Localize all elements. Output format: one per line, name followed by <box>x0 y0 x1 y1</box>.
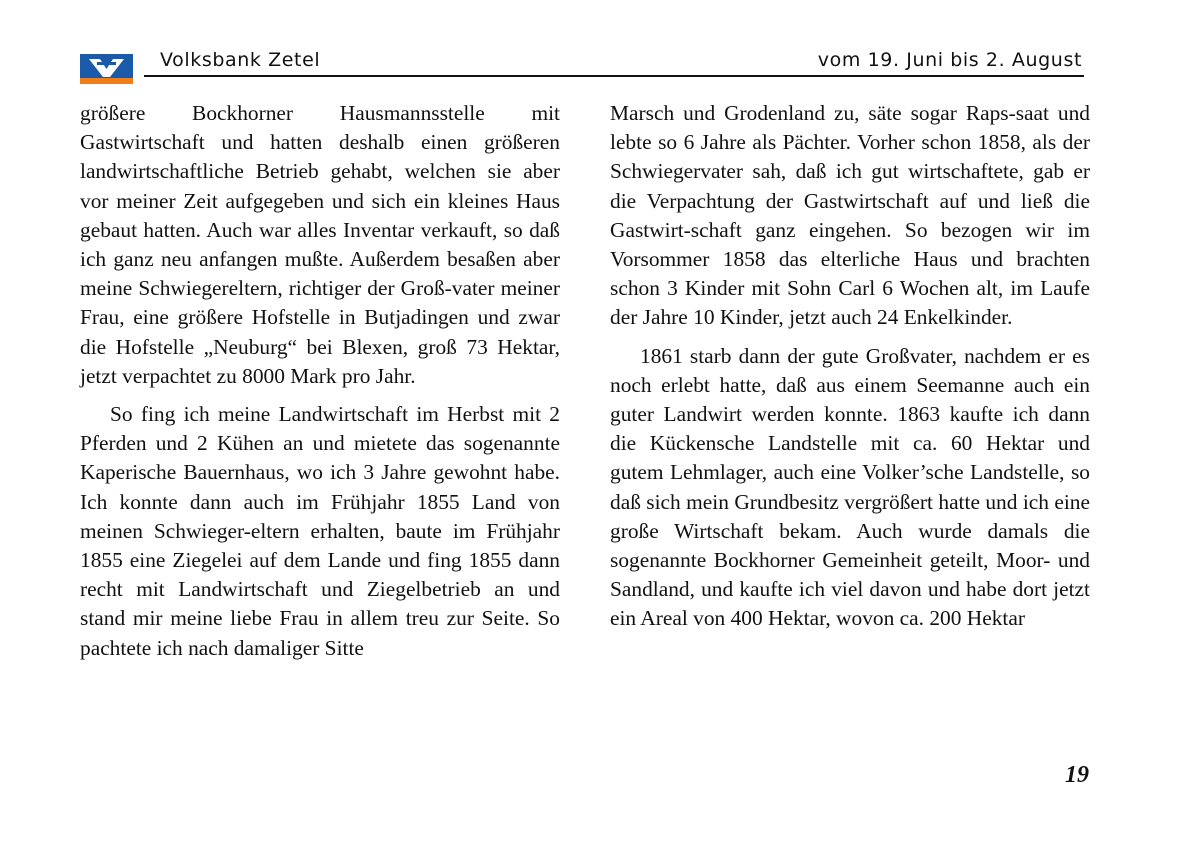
right-column <box>610 99 1090 634</box>
left-paragraph-1: größere Bockhorner Hausmannsstelle mit Gastwirtschaft und hatten deshalb einen größeren landwirtschaftliche Betrieb gehabt, welchen sie aber vor meiner Zeit aufgegeben und sich ein kleines Haus gebaut hatten. Auch war alles Inventar verkauft, so daß ich ganz neu anfangen mußte. Außerdem besaßen aber meine Schwiegereltern, richtiger der Groß-vater meiner Frau, eine größere Hofstelle in Butjadingen und zwar die Hofstelle „Neuburg“ bei Blexen, groß 73 Hektar, jetzt verpachtet zu 8000 Mark pro Jahr. <box>80 101 560 388</box>
header-rule <box>144 75 1084 77</box>
date-range: vom 19. Juni bis 2. August <box>817 49 1082 71</box>
page-header <box>80 46 1084 80</box>
left-column <box>80 99 560 663</box>
bank-name: Volksbank Zetel <box>160 49 321 71</box>
page-number: 19 <box>1065 762 1089 788</box>
left-paragraph-2: So fing ich meine Landwirtschaft im Herbst mit 2 Pferden und 2 Kühen an und mietete das sogenannte Kaperische Bauernhaus, wo ich 3 Jahre gewohnt habe. Ich konnte dann auch im Frühjahr 1855 Land von meinen Schwieger-eltern erhalten, baute im Frühjahr 1855 eine Ziegelei auf dem Lande und fing 1855 dann recht mit Landwirtschaft und Ziegelbetrieb an und stand mir meine liebe Frau in allem treu zur Seite. So pachtete ich nach damaliger Sitte <box>80 402 560 660</box>
volksbank-logo-icon <box>80 54 133 84</box>
right-paragraph-2: 1861 starb dann der gute Großvater, nachdem er es noch erlebt hatte, daß aus einem Seemanne auch ein guter Landwirt werden konnte. 1863 kaufte ich dann die Kückensche Landstelle mit ca. 60 Hektar und gutem Lehmlager, auch eine Volker’sche Landstelle, so daß sich mein Grundbesitz vergrößert hatte und ich eine große Wirtschaft bekam. Auch wurde damals die sogenannte Bockhorner Gemeinheit geteilt, Moor- und Sandland, und kaufte ich viel davon und habe dort jetzt ein Areal von 400 Hektar, wovon ca. 200 Hektar <box>610 343 1090 631</box>
right-paragraph-1: Marsch und Grodenland zu, säte sogar Raps-saat und lebte so 6 Jahre als Pächter. Vorher schon 1858, als der Schwiegervater sah, daß ich gut wirtschaftete, gab er die Verpachtung der Gastwirtschaft auf und ließ die Gastwirt-schaft ganz eingehen. So bezogen wir im Vorsommer 1858 das elterliche Haus und brachten schon 3 Kinder mit Sohn Carl 6 Wochen alt, im Laufe der Jahre 10 Kinder, jetzt auch 24 Enkelkinder. <box>610 101 1090 330</box>
